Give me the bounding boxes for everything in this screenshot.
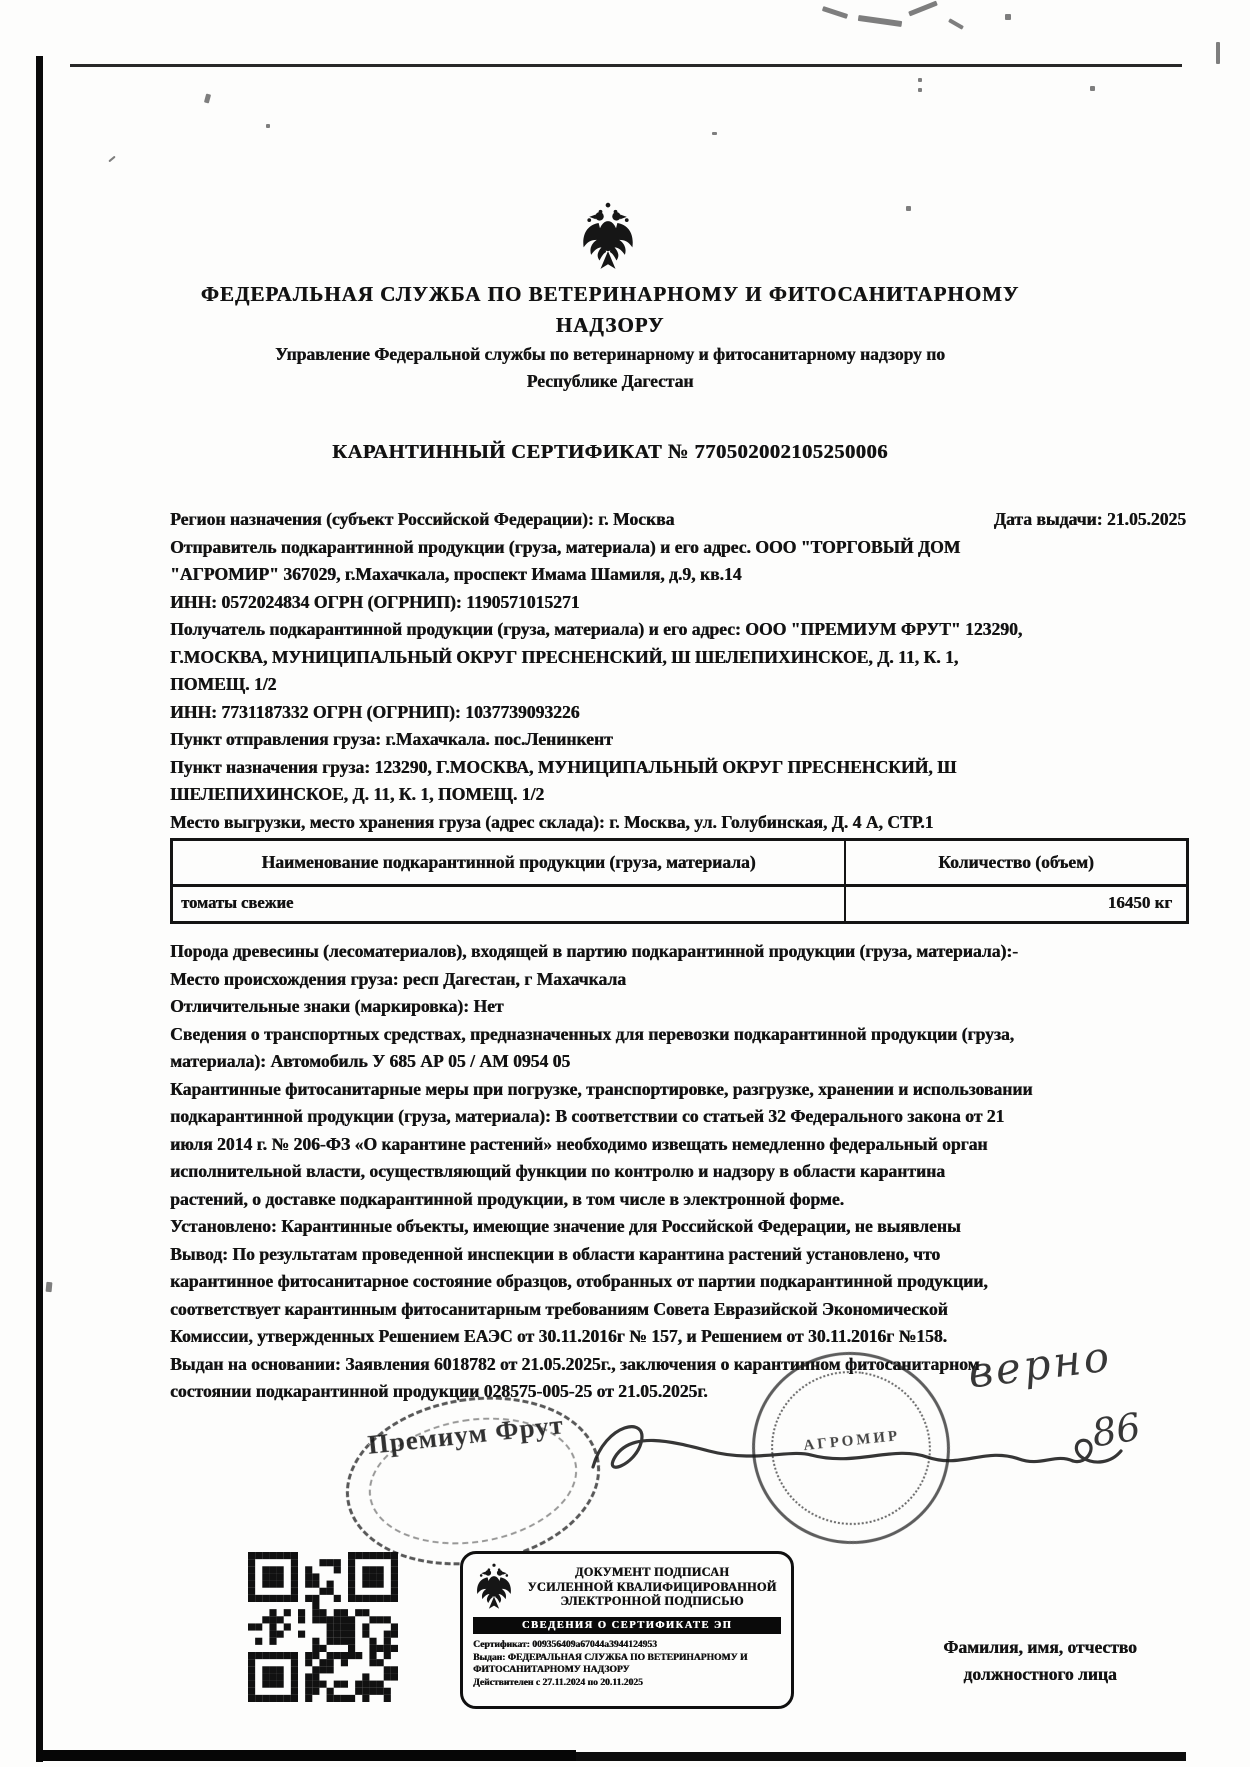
product-table <box>170 838 1189 924</box>
handwritten-number: 86 <box>1088 1404 1144 1456</box>
esign-header <box>473 1562 781 1612</box>
scan-noise <box>1216 42 1220 64</box>
text-line: исполнительной власти, осуществляющий функции по контролю и надзору в области карантина <box>170 1161 945 1181</box>
product-name-cell: томаты свежие <box>173 887 846 921</box>
scan-noise <box>266 124 270 128</box>
esign-title-line1: ДОКУМЕНТ ПОДПИСАН <box>574 1565 730 1580</box>
scan-noise <box>918 88 922 92</box>
product-table-header <box>173 841 1186 887</box>
text-line: Порода древесины (лесоматериалов), входящей в партию подкарантинной продукции (груза, материала):- <box>170 941 1018 961</box>
scan-noise <box>908 1 938 17</box>
esign-title-line2: УСИЛЕННОЙ КВАЛИФИЦИРОВАННОЙ <box>527 1579 777 1594</box>
esign-issuer-line1: Выдан: ФЕДЕРАЛЬНАЯ СЛУЖБА ПО ВЕТЕРИНАРНОМУ И <box>473 1651 748 1663</box>
text-line: Сведения о транспортных средствах, предназначенных для перевозки подкарантинной продукции (груза, <box>170 1023 1015 1044</box>
certificate-fields <box>170 506 1186 836</box>
table-row <box>173 887 1186 921</box>
text-line: Г.МОСКВА, МУНИЦИПАЛЬНЫЙ ОКРУГ ПРЕСНЕНСКИЙ, Ш ШЕЛЕПИХИНСКОЕ, Д. 11, К. 1, <box>170 646 959 667</box>
text-line: Выдан на основании: Заявления 6018782 от 21.05.2025г., заключения о карантинном фитосанитарном <box>170 1353 980 1374</box>
text-line: карантинное фитосанитарное состояние образцов, отобранных от партии подкарантинной продукции, <box>170 1271 988 1291</box>
esign-certificate-bar: СВЕДЕНИЯ О СЕРТИФИКАТЕ ЭП <box>473 1617 781 1634</box>
esign-issuer-line2: ФИТОСАНИТАРНОМУ НАДЗОРУ <box>473 1664 630 1675</box>
text-line: июля 2014 г. № 206-ФЗ «О карантине растений» необходимо извещать немедленно федеральный орган <box>170 1133 988 1154</box>
qr-code <box>248 1552 398 1702</box>
department-line2: Республике Дагестан <box>526 371 694 391</box>
text-line: Комиссии, утвержденных Решением ЕАЭС от 30.11.2016г № 157, и Решением от 30.11.2016г №158. <box>170 1326 947 1346</box>
certificate-paragraphs <box>170 938 1186 1406</box>
esign-cert-number: Сертификат: 009356409а67044а3944124953 <box>473 1639 657 1650</box>
quantity-cell: 16450 кг <box>1107 893 1172 912</box>
field-lines <box>170 534 1186 837</box>
text-line: Отличительные знаки (маркировка): Нет <box>170 996 504 1016</box>
scan-noise <box>204 94 211 104</box>
scan-noise <box>1090 86 1095 91</box>
agromir-stamp-text: АГРОМИР <box>802 1428 901 1455</box>
department-line1: Управление Федеральной службы по ветеринарному и фитосанитарному надзору по <box>275 344 945 364</box>
scan-noise <box>46 1282 53 1292</box>
text-line: материала): Автомобиль У 685 АР 05 / АМ 0954 05 <box>170 1051 571 1071</box>
text-line: подкарантинной продукции (груза, материала): В соответствии со статьей 32 Федерального закона от 21 <box>170 1106 1005 1126</box>
text-line: Вывод: По результатам проведенной инспекции в области карантина растений установлено, что <box>170 1243 941 1264</box>
agency-name-line1: ФЕДЕРАЛЬНАЯ СЛУЖБА ПО ВЕТЕРИНАРНОМУ И ФИТОСАНИТАРНОМУ <box>200 282 1020 306</box>
text-line: Пункт отправления груза: г.Махачкала. пос.Ленинкент <box>170 729 613 749</box>
text-line: Получатель подкарантинной продукции (груза, материала) и его адрес: ООО "ПРЕМИУМ ФРУТ" 123290, <box>170 619 1023 639</box>
column-quantity: Количество (объем) <box>938 852 1094 872</box>
text-line: растений, о доставке подкарантинной продукции, в том числе в электронной форме. <box>170 1188 844 1209</box>
esign-validity: Действителен с 27.11.2024 по 20.11.2025 <box>473 1676 643 1688</box>
scan-edge-bottom-dark <box>36 1750 576 1761</box>
state-emblem-icon <box>473 1562 515 1612</box>
esign-title-line3: ЭЛЕКТРОННОЙ ПОДПИСЬЮ <box>560 1594 744 1609</box>
text-line: Установлено: Карантинные объекты, имеющие значение для Российской Федерации, не выявлены <box>170 1216 961 1236</box>
handwritten-note: верно <box>965 1331 1115 1398</box>
agency-name-line2: НАДЗОРУ <box>555 313 665 337</box>
text-line: Место выгрузки, место хранения груза (адрес склада): г. Москва, ул. Голубинская, Д. 4 А, СТР.1 <box>170 811 934 832</box>
scan-noise <box>906 206 911 211</box>
esign-title <box>523 1565 781 1609</box>
column-product-name: Наименование подкарантинной продукции (груза, материала) <box>173 841 846 884</box>
agency-name <box>60 279 1160 341</box>
premium-frut-stamp-text: Премиум Фрут <box>366 1409 566 1460</box>
official-name-label <box>878 1634 1202 1688</box>
text-line: Отправитель подкарантинной продукции (груза, материала) и его адрес. ООО "ТОРГОВЫЙ ДОМ <box>170 536 961 557</box>
text-line: ПОМЕЩ. 1/2 <box>170 674 277 694</box>
certificate-title: КАРАНТИННЫЙ СЕРТИФИКАТ № 770502002105250006 <box>332 441 888 463</box>
text-line: Пункт назначения груза: 123290, Г.МОСКВА, МУНИЦИПАЛЬНЫЙ ОКРУГ ПРЕСНЕНСКИЙ, Ш <box>170 756 957 777</box>
scan-noise <box>858 15 902 27</box>
text-line: Место происхождения груза: респ Дагестан, г Махачкала <box>170 968 626 989</box>
state-emblem-icon <box>578 198 638 276</box>
handwritten-signature <box>575 1405 1135 1500</box>
scan-noise <box>948 18 964 29</box>
scan-noise <box>822 6 848 19</box>
text-line: ИНН: 7731187332 ОГРН (ОГРНИП): 1037739093226 <box>170 701 580 722</box>
text-line: ШЕЛЕПИХИНСКОЕ, Д. 11, К. 1, ПОМЕЩ. 1/2 <box>170 784 545 804</box>
region-of-destination: Регион назначения (субъект Российской Федерации): г. Москва <box>170 509 675 529</box>
esign-certificate-details <box>473 1639 781 1689</box>
issue-date: Дата выдачи: 21.05.2025 <box>993 509 1186 529</box>
text-line: "АГРОМИР" 367029, г.Махачкала, проспект Имама Шамиля, д.9, кв.14 <box>170 564 742 584</box>
text-line: соответствует карантинным фитосанитарным требованиям Совета Евразийской Экономической <box>170 1298 948 1319</box>
official-name-label-line2: должностного лица <box>963 1664 1117 1684</box>
top-rule-line <box>70 64 1182 67</box>
scan-noise <box>108 156 115 163</box>
text-line: ИНН: 0572024834 ОГРН (ОГРНИП): 1190571015271 <box>170 591 580 612</box>
scan-noise <box>712 132 717 135</box>
region-and-date-line <box>170 506 1186 534</box>
esign-badge <box>460 1551 794 1709</box>
scan-edge-left <box>36 56 43 1762</box>
official-name-label-line1: Фамилия, имя, отчество <box>943 1637 1137 1657</box>
text-line: Карантинные фитосанитарные меры при погрузке, транспортировке, разгрузке, хранении и использовании <box>170 1078 1033 1099</box>
department-name <box>60 341 1160 395</box>
scan-noise <box>1005 14 1011 20</box>
scan-noise <box>918 78 922 82</box>
text-line: состоянии подкарантинной продукции 028575-005-25 от 21.05.2025г. <box>170 1381 708 1401</box>
